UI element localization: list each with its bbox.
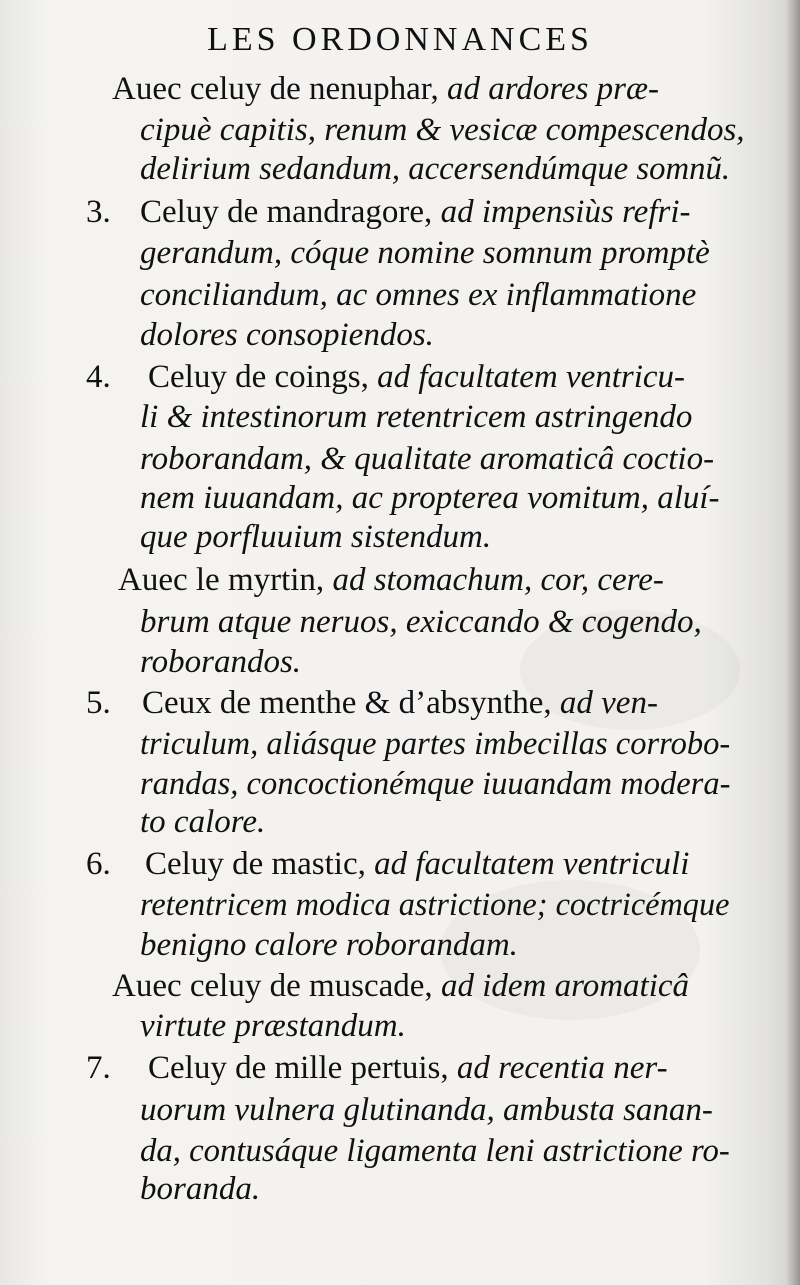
- text-line: [148, 1046, 668, 1090]
- text-line: [140, 108, 745, 152]
- roman-text: Celuy de mandragore,: [140, 194, 433, 230]
- text-line: [140, 640, 301, 684]
- text-line: [145, 842, 689, 886]
- italic-text: roborandam, & qualitate aromaticâ coctio-: [140, 441, 715, 477]
- text-line: [140, 923, 518, 967]
- italic-text: to calore.: [140, 804, 266, 840]
- roman-text: Auec celuy de nenuphar,: [112, 71, 439, 107]
- text-line: [140, 800, 265, 844]
- italic-text: ad ardores præ-: [438, 71, 660, 107]
- italic-text: ad recentia ner-: [448, 1050, 668, 1086]
- text-line: [140, 1004, 406, 1048]
- text-line: [112, 67, 659, 111]
- italic-text: ad impensiùs refri-: [432, 194, 691, 230]
- roman-text: Ceux de menthe & d’absynthe,: [142, 685, 552, 721]
- section-number: 3.: [86, 194, 111, 230]
- italic-text: delirium sedandum, accersendúmque somnũ.: [140, 151, 731, 187]
- italic-text: ad stomachum, cor, cere-: [324, 562, 664, 598]
- italic-text: dolores consopiendos.: [140, 317, 434, 353]
- section-number: 7.: [86, 1050, 111, 1086]
- italic-text: conciliandum, ac omnes ex inflammatione: [140, 277, 697, 313]
- italic-text: randas, concoctionémque iuuandam modera-: [140, 766, 731, 802]
- italic-text: uorum vulnera glutinanda, ambusta sanan-: [140, 1092, 713, 1128]
- text-line: [140, 600, 702, 644]
- roman-text: Celuy de mille pertuis,: [148, 1050, 449, 1086]
- italic-text: ad facultatem ventriculi: [365, 846, 690, 882]
- italic-text: brum atque neruos, exiccando & cogendo,: [140, 604, 702, 640]
- text-line: [140, 395, 692, 439]
- text-line: [140, 231, 710, 275]
- italic-text: virtute præstandum.: [140, 1008, 406, 1044]
- roman-text: Auec celuy de muscade,: [112, 968, 433, 1004]
- italic-text: ad ven-: [551, 685, 658, 721]
- roman-text: Auec le myrtin,: [118, 562, 325, 598]
- italic-text: nem iuuandam, ac propterea vomitum, aluí-: [140, 480, 720, 516]
- text-line: [140, 1167, 260, 1211]
- italic-text: triculum, aliásque partes imbecillas corrobo-: [140, 726, 731, 762]
- italic-text: da, contusáque ligamenta leni astrictione ro-: [140, 1133, 730, 1169]
- italic-text: gerandum, cóque nomine somnum promptè: [140, 235, 710, 271]
- italic-text: ad idem aromaticâ: [432, 968, 690, 1004]
- italic-text: que porfluuium sistendum.: [140, 519, 492, 555]
- text-line: [140, 1088, 713, 1132]
- roman-text: Celuy de coings,: [148, 359, 369, 395]
- running-head: LES ORDONNANCES: [207, 21, 593, 58]
- text-line: [140, 313, 434, 357]
- text-line: [140, 190, 691, 234]
- italic-text: boranda.: [140, 1171, 261, 1207]
- italic-text: li & intestinorum retentricem astringendo: [140, 399, 693, 435]
- italic-text: retentricem modica astrictione; coctricémque: [140, 887, 730, 923]
- text-line: [140, 273, 696, 317]
- text-line: [112, 964, 689, 1008]
- text-line: [140, 883, 729, 927]
- italic-text: ad facultatem ventricu-: [368, 359, 686, 395]
- italic-text: roborandos.: [140, 644, 302, 680]
- text-line: [140, 722, 730, 766]
- text-line: [142, 681, 658, 725]
- text-line: [140, 476, 720, 520]
- section-number: 5.: [86, 685, 111, 721]
- text-line: [140, 147, 730, 191]
- section-number: 4.: [86, 359, 111, 395]
- text-line: [118, 558, 664, 602]
- text-line: [140, 515, 491, 559]
- roman-text: Celuy de mastic,: [145, 846, 366, 882]
- text-line: [148, 355, 685, 399]
- section-number: 6.: [86, 846, 111, 882]
- page-edge-shadow: [786, 0, 800, 1285]
- italic-text: cipuè capitis, renum & vesicæ compescendos,: [140, 112, 745, 148]
- italic-text: benigno calore roborandam.: [140, 927, 518, 963]
- text-line: [140, 437, 714, 481]
